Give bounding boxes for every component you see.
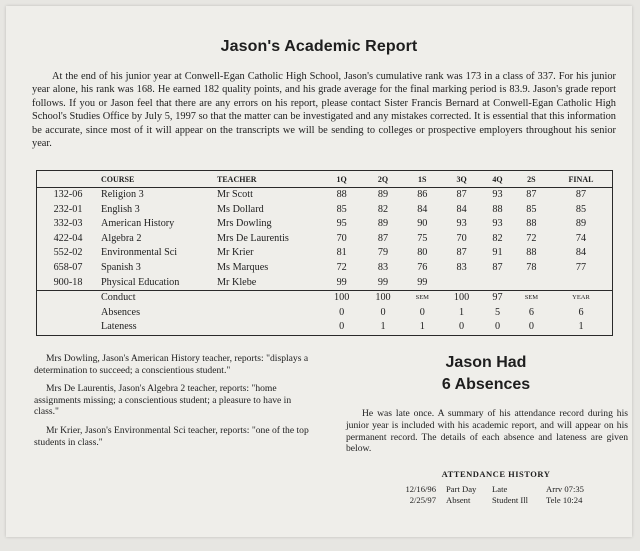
conduct-1s: SEM [404,291,441,306]
header-3q: 3Q [441,171,482,188]
attendance-date: 2/25/97 [409,495,436,505]
grade-2s: 85 [526,203,537,215]
grade-4q: 93 [492,189,503,200]
lateness-label: Lateness [101,321,137,333]
absences-row [37,306,612,321]
grade-4q: 91 [492,247,503,259]
conduct-final: YEAR [550,291,612,306]
attendance-date: 12/16/96 [405,484,436,494]
grade-final [550,276,612,291]
course-name: Religion 3 [101,189,144,200]
conduct-row [37,291,612,306]
attendance-time: Tele 10:24 [546,495,583,505]
grade-3q: 83 [456,261,467,273]
absences-final: 6 [578,306,584,318]
course-name: English 3 [101,203,140,215]
table-row [37,246,612,261]
grade-1s: 84 [417,203,428,215]
grade-1s: 75 [417,232,428,244]
intro-paragraph: At the end of his junior year at Conwell-Egan Catholic High School, Jason's cumulative rank was 173 in a class of 337. For his junior year alone, his rank was 168. He earned 182 quality points, and his grade average for the final marking period is 83.9. Jason's grade report follows. If you or Jason feel that there are any errors on his report, please contact Sister Francis Bernard at Conwell-Egan Catholic High School's Studies Office by July 5, 1997 so that the matter can be investigated and any mistakes corrected. It is essential that this information be accurate, since most of it will appear on the transcripts we will be sending to colleges or prospective employers throughout his senior year. [32,71,616,150]
grade-4q: 87 [492,261,503,273]
course-code: 658-07 [53,261,83,273]
table-row [37,276,612,291]
attendance-history-title: ATTENDANCE HISTORY [441,469,551,479]
attendance-type: Absent [446,495,471,505]
teacher-comments [34,353,314,455]
header-1s: 1S [404,171,441,188]
course-name: Environmental Sci [101,247,178,259]
grade-2s: 88 [526,247,537,259]
course-name: Algebra 2 [101,232,142,244]
course-code: 132-06 [53,189,83,200]
absences-heading [346,352,626,396]
course-name: Physical Education [101,276,180,288]
teacher-name: Mr Krier [217,247,254,259]
lateness-1s: 1 [419,321,425,333]
course-name: American History [101,218,175,230]
header-4q: 4Q [482,171,513,188]
header-2s: 2S [513,171,550,188]
header-code [37,171,99,188]
conduct-3q: 100 [441,291,482,306]
grade-4q: 93 [492,218,503,230]
header-course: COURSE [99,171,215,188]
grade-2s [513,276,550,291]
teacher-name: Mr Klebe [217,276,257,288]
lateness-1q: 0 [339,321,345,333]
table-row [37,232,612,247]
lateness-final: 1 [578,321,584,333]
grade-final: 85 [575,203,587,215]
absences-4q: 5 [494,306,501,318]
comment-paragraph: Mrs De Laurentis, Jason's Algebra 2 teacher, reports: "home assignments missing; a conscientious student; a pleasure to have in class." [34,383,292,418]
table-row [37,217,612,232]
grade-final: 84 [575,247,587,259]
table-row [37,261,612,276]
lateness-4q: 0 [494,321,501,333]
grade-2s: 87 [526,189,537,200]
attendance-history [384,484,606,506]
header-final: FINAL [550,171,612,188]
course-name: Spanish 3 [101,261,141,273]
grade-3q: 87 [456,247,467,259]
comment-paragraph: Mrs Dowling, Jason's American History teacher, reports: "displays a determination to succeed; a conscientious student." [34,353,309,376]
teacher-name: Mrs Dowling [217,218,272,230]
conduct-4q: 97 [482,291,513,306]
absences-heading-line: Jason Had [445,354,527,371]
report-page [6,6,632,537]
grade-1s: 86 [417,189,428,200]
grade-2q: 99 [377,276,389,288]
grade-final: 87 [575,189,587,200]
grade-1q: 70 [336,232,347,244]
absences-1s: 0 [419,306,425,318]
course-code: 232-01 [53,203,83,215]
course-code: 900-18 [53,276,83,288]
absences-1q: 0 [339,306,345,318]
header-2q: 2Q [362,171,403,188]
table-row [37,188,612,203]
grade-3q: 84 [456,203,467,215]
absences-label: Absences [101,306,141,318]
lateness-2s: 0 [528,321,534,333]
grade-2q: 79 [377,247,389,259]
course-code: 422-04 [53,232,83,244]
grade-1q: 99 [336,276,347,288]
attendance-type: Part Day [446,484,477,494]
conduct-1q: 100 [321,291,362,306]
absences-2q: 0 [380,306,386,318]
grade-1s: 99 [417,276,428,288]
attendance-reason: Late [492,484,508,494]
grade-3q: 70 [456,232,467,244]
grade-4q: 88 [492,203,503,215]
grade-2q: 89 [377,189,389,200]
grade-2q: 89 [377,218,389,230]
teacher-name: Ms Dollard [217,203,264,215]
grade-4q [482,276,513,291]
absences-3q: 1 [459,306,465,318]
teacher-name: Mrs De Laurentis [217,232,289,244]
conduct-2s: SEM [513,291,550,306]
lateness-3q: 0 [459,321,465,333]
grade-2s: 72 [526,232,537,244]
comment-paragraph: Mr Krier, Jason's Environmental Sci teacher, reports: "one of the top students in class." [34,424,309,448]
grade-3q [441,276,482,291]
table-row [37,203,612,218]
absences-paragraph: He was late once. A summary of his attendance record during his junior year is included with his academic report, and will appear on his permanent record. The details of each absence and lateness are given below. [346,408,628,455]
course-code: 552-02 [53,247,83,259]
grade-2s: 88 [526,218,537,230]
lateness-2q: 1 [380,321,386,333]
attendance-reason: Student Ill [492,495,529,505]
grade-1q: 81 [336,247,347,259]
grade-1q: 72 [336,261,347,273]
conduct-2q: 100 [362,291,403,306]
teacher-name: Ms Marques [217,261,269,273]
conduct-label: Conduct [99,291,215,306]
header-teacher: TEACHER [215,171,321,188]
grade-1q: 88 [336,189,347,200]
grade-2q: 82 [377,203,389,215]
grade-4q: 82 [492,232,503,244]
grade-1q: 85 [336,203,347,215]
grade-2s: 78 [526,261,537,273]
lateness-row [37,320,612,335]
report-title: Jason's Academic Report [220,38,418,55]
grade-1s: 90 [417,218,428,230]
teacher-name: Mr Scott [217,189,253,200]
grade-2q: 83 [377,261,389,273]
absences-2s: 6 [528,306,534,318]
grade-2q: 87 [377,232,389,244]
absences-heading-line: 6 Absences [441,376,531,393]
attendance-time: Arrv 07:35 [546,484,584,494]
grade-1q: 95 [336,218,347,230]
grade-1s: 80 [417,247,428,259]
attendance-row [384,484,606,495]
grade-table-header [37,171,612,188]
grade-final: 74 [575,232,587,244]
header-1q: 1Q [321,171,362,188]
grade-3q: 87 [456,189,467,200]
attendance-row [384,495,606,506]
grade-final: 89 [575,218,587,230]
grade-3q: 93 [456,218,467,230]
grade-table [36,170,613,336]
course-code: 332-03 [53,218,83,230]
grade-final: 77 [575,261,587,273]
grade-1s: 76 [417,261,428,273]
